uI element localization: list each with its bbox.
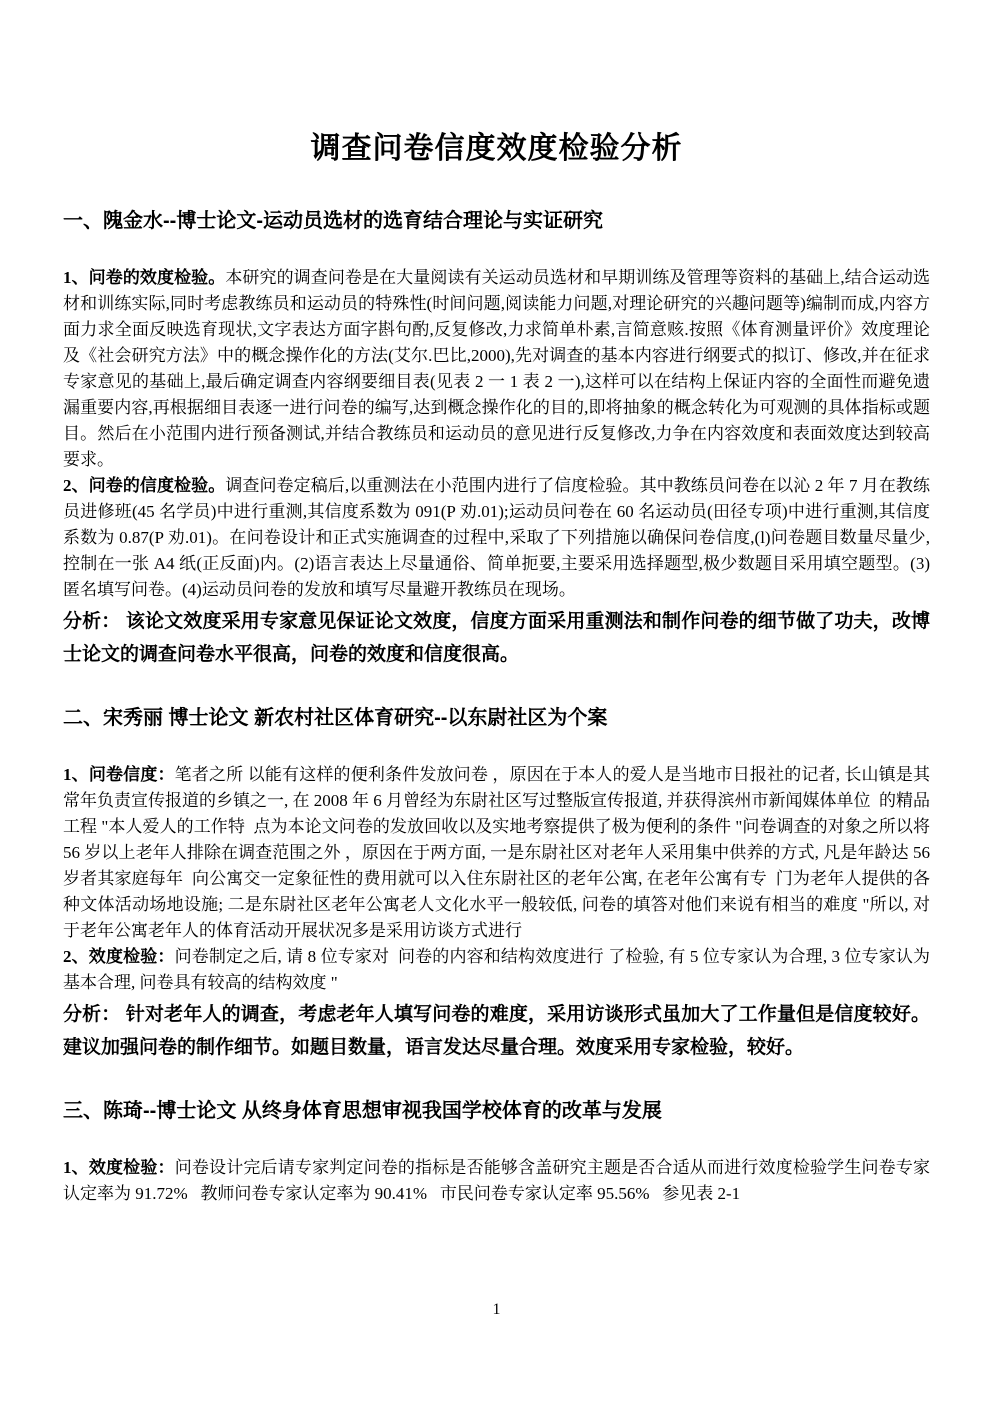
section-2-paragraph-1 <box>63 762 935 944</box>
paragraph-text: 问卷制定之后, 请 8 位专家对 问卷的内容和结构效度进行 了检验, 有 5 位专家认为合理, 3 位专家认为基本合理, 问卷具有较高的结构效度 " <box>63 946 930 992</box>
section-1-paragraph-2 <box>63 473 930 603</box>
section-2 <box>63 705 935 1064</box>
section-2-analysis: 分析： 针对老年人的调查，考虑老年人填写问卷的难度，采用访谈形式虽加大了工作量但是信度较好。建议加强问卷的制作细节。如题目数量，语言发达尽量合理。效度采用专家检验，较好。 <box>63 1003 930 1058</box>
section-1-paragraph-1 <box>63 265 930 473</box>
paragraph-lead: 1、效度检验： <box>63 1157 175 1177</box>
section-1-heading: 一、隗金水--博士论文-运动员选材的选育结合理论与实证研究 <box>63 209 603 232</box>
section-3 <box>63 1098 930 1207</box>
page-number: 1 <box>492 1301 501 1318</box>
section-1 <box>63 208 930 671</box>
section-2-heading: 二、宋秀丽 博士论文 新农村社区体育研究--以东尉社区为个案 <box>63 706 608 729</box>
document-title: 调查问卷信度效度检验分析 <box>310 132 683 165</box>
paragraph-lead: 2、效度检验： <box>63 946 175 966</box>
section-2-paragraph-2 <box>63 944 930 996</box>
paragraph-lead: 1、问卷信度： <box>63 764 175 784</box>
section-1-analysis: 分析： 该论文效度采用专家意见保证论文效度，信度方面采用重测法和制作问卷的细节做了功夫，改博士论文的调查问卷水平很高，问卷的效度和信度很高。 <box>63 610 930 665</box>
paragraph-text: 笔者之所 以能有这样的便利条件发放问卷 ，原因在于本人的爱人是当地市日报社的记者, 长山镇是其常年负责宣传报道的乡镇之一, 在 2008 年 6 月曾经为东尉社区写过整版宣传报道, 并获得滨州市新闻媒体单位 的精品工程 "本人爱人的工作特 点为本论文问卷的发放回收以及实地考察提供了极为便利的条件 "问卷调查的对象之所以将 56 岁以上老年人排除在调查范围之外 ，原因在于两方面, 一是东尉社区对老年人采用集中供养的方式, 凡是年龄达 56 岁者其家庭每年 向公寓交一定象征性的费用就可以入住东尉社区的老年公寓, 在老年公寓有专 门为老年人提供的各种文体活动场地设施; 二是东尉社区老年公寓老人文化水平一般较低, 问卷的填答对他们来说有相当的难度 "所以, 对于老年公寓老年人的体育活动开展状况多是采用访谈方式进行 <box>63 764 935 940</box>
paragraph-text: 本研究的调查问卷是在大量阅读有关运动员选材和早期训练及管理等资料的基础上,结合运动选材和训练实际,同时考虑教练员和运动员的特殊性(时间问题,阅读能力问题,对理论研究的兴趣问题等)编制而成,内容方面力求全面反映选育现状,文字表达方面字斟句酌,反复修改,力求简单朴素,言简意赅.按照《体育测量评价》效度理论及《社会研究方法》中的概念操作化的方法(艾尔.巴比,2000),先对调查的基本内容进行纲要式的拟订、修改,并在征求专家意见的基础上,最后确定调查内容纲要细目表(见表 2 一 1 表 2 一),这样可以在结构上保证内容的全面性而避免遗漏重要内容,再根据细目表逐一进行问卷的编写,达到概念操作化的目的,即将抽象的概念转化为可观测的具体指标或题目。然后在小范围内进行预备测试,并结合教练员和运动员的意见进行反复修改,力争在内容效度和表面效度达到较高要求。 <box>63 267 931 469</box>
paragraph-text: 调查问卷定稿后,以重测法在小范围内进行了信度检验。其中教练员问卷在以沁 2 年 7 月在教练员进修班(45 名学员)中进行重测,其信度系数为 091(P 劝.01);运动员问卷在 60 名运动员(田径专项)中进行重测,其信度系数为 0.87(P 劝.01)。在问卷设计和正式实施调查的过程中,采取了下列措施以确保问卷信度,(l)问卷题目数量尽量少,控制在一张 A4 纸(正反面)内。(2)语言表达上尽量通俗、简单扼要,主要采用选择题型,极少数题目采用填空题型。(3)匿名填写问卷。(4)运动员问卷的发放和填写尽量避开教练员在现场。 <box>63 475 931 599</box>
paragraph-text: 问卷设计完后请专家判定问卷的指标是否能够含盖研究主题是否合适从而进行效度检验学生问卷专家认定率为 91.72% 教师问卷专家认定率为 90.41% 市民问卷专家认定率 95.56% 参见表 2-1 <box>63 1157 931 1203</box>
paragraph-lead: 1、问卷的效度检验。 <box>63 267 226 287</box>
section-3-heading: 三、陈琦--博士论文 从终身体育思想审视我国学校体育的改革与发展 <box>63 1099 662 1122</box>
paragraph-lead: 2、问卷的信度检验。 <box>63 475 226 495</box>
section-3-paragraph-1 <box>63 1155 930 1207</box>
